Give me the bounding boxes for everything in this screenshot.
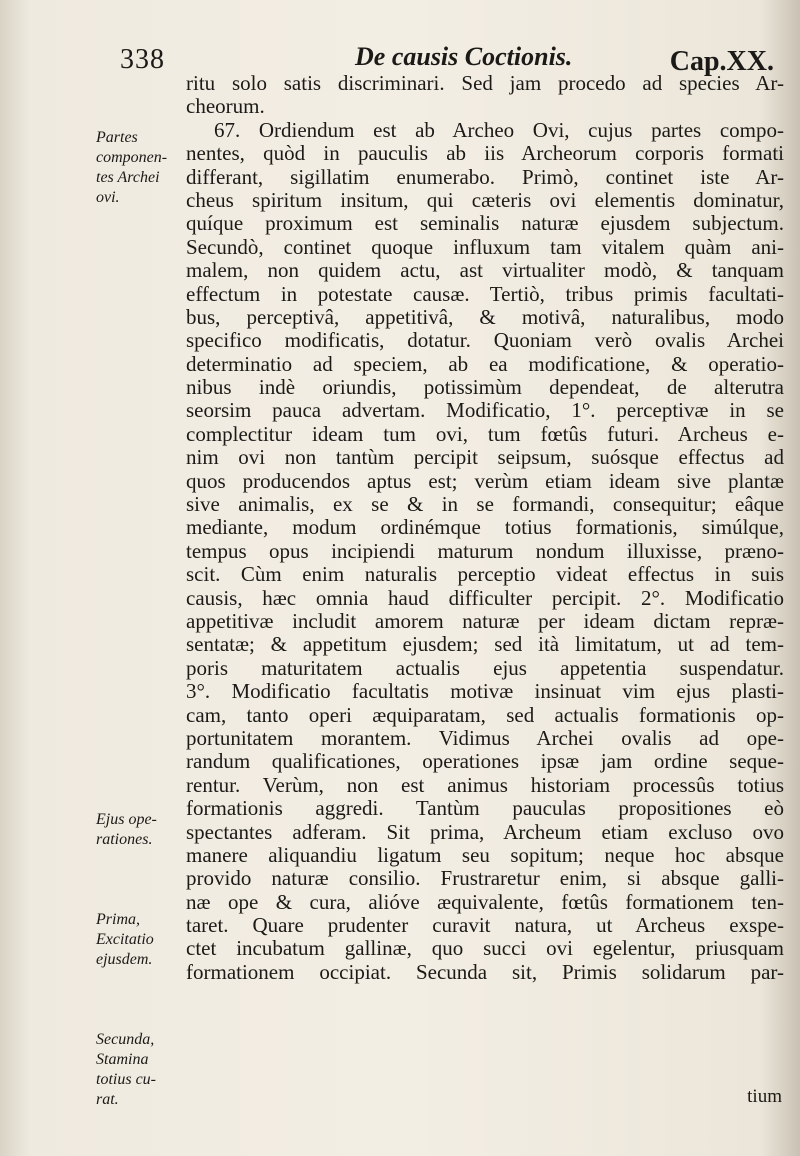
text-line: 3°. Modificatio facultatis motivæ insinuat vim ejus plasti- xyxy=(186,679,784,704)
text-line: scit. Cùm enim naturalis perceptio videat effectus in suis xyxy=(186,562,784,587)
text-line: portunitatem morantem. Vidimus Archei ovalis ad ope- xyxy=(186,725,784,750)
text-line: complectitur ideam tum ovi, tum fœtûs futuri. Archeus e- xyxy=(186,421,784,446)
text-line: sive animalis, ex se & in se formandi, consequitur; eâque xyxy=(186,492,784,517)
text-line: causis, hæc omnia haud difficulter percipit. 2°. Modificatio xyxy=(186,585,784,610)
text-line: seorsim pauca advertam. Modificatio, 1°. perceptivæ in se xyxy=(186,398,784,423)
text-line: differant, sigillatim enumerabo. Primò, continet iste Ar- xyxy=(186,164,784,189)
text-line: sentatæ; & appetitum ejusdem; sed ità limitatum, ut ad tem- xyxy=(186,632,784,657)
text-line: nentes, quòd in pauculis ab iis Archeorum corporis formati xyxy=(186,141,784,166)
text-line: randum qualificationes, operationes ipsæ jam ordine seque- xyxy=(186,749,784,774)
chapter-label: Cap.XX. xyxy=(669,46,774,77)
text-line: tempus opus incipiendi maturum nondum illuxisse, præno- xyxy=(186,538,784,563)
text-line: specifico modificatis, dotatur. Quoniam verò ovalis Archei xyxy=(186,328,784,353)
text-line: ritu solo satis discriminari. Sed jam procedo ad species Ar- xyxy=(186,71,784,95)
margin-note-line: rat. xyxy=(96,1091,119,1108)
text-line: provido naturæ consilio. Frustraretur enim, si absque galli- xyxy=(186,866,784,891)
margin-note-line: totius cu- xyxy=(96,1071,156,1088)
text-line: 67. Ordiendum est ab Archeo Ovi, cujus partes compo- xyxy=(214,117,784,142)
margin-note-line: Stamina xyxy=(96,1051,149,1068)
text-line: cheorum. xyxy=(186,94,265,119)
margin-note-prima xyxy=(96,910,184,970)
text-line: Secundò, continet quoque influxum tam vitalem quàm ani- xyxy=(186,234,784,259)
catchword: tium xyxy=(747,1086,782,1107)
margin-note-line: ejusdem. xyxy=(96,951,153,968)
text-line: cheus spiritum insitum, qui cæteris ovi elementis dominatur, xyxy=(186,187,784,212)
text-line: nibus indè oriundis, potissimùm dependeat, de alterutra xyxy=(186,375,784,400)
text-line: effectum in potestate causæ. Tertiò, tribus primis facultati- xyxy=(186,281,784,306)
text-line: cam, tanto operi æquiparatam, sed actualis formationis op- xyxy=(186,702,784,727)
text-line: næ ope & cura, alióve æquivalente, fœtûs formationem ten- xyxy=(186,889,784,914)
margin-note-line: Prima, xyxy=(96,911,140,928)
page-number: 338 xyxy=(120,44,165,75)
margin-note-partes xyxy=(96,128,184,208)
margin-note-secunda xyxy=(96,1030,184,1110)
text-line: taret. Quare prudenter curavit natura, ut Archeus exspe- xyxy=(186,913,784,938)
margin-note-line: Partes xyxy=(96,129,138,146)
text-line: quos producendos aptus est; verùm etiam ideam sive plantæ xyxy=(186,468,784,493)
running-head: De causis Coctionis. xyxy=(355,42,573,71)
text-line: quíque proximum est seminalis naturæ ejusdem subjectum. xyxy=(186,211,784,236)
text-line: mediante, modum ordinémque totius formationis, simúlque, xyxy=(186,515,784,540)
margin-note-line: ovi. xyxy=(96,189,120,206)
text-line: ctet incubatum gallinæ, quo succi ovi egelentur, priusquam xyxy=(186,936,784,961)
text-line: manere aliquandiu ligatum seu sopitum; neque hoc absque xyxy=(186,842,784,867)
text-line: malem, non quidem actu, ast virtualiter modò, & tanquam xyxy=(186,258,784,283)
margin-note-line: Excitatio xyxy=(96,931,154,948)
margin-note-operationes xyxy=(96,810,184,850)
text-line: bus, perceptivâ, appetitivâ, & motivâ, naturalibus, modo xyxy=(186,304,784,329)
text-line: nim ovi non tantùm percipit seipsum, suósque effectus ad xyxy=(186,445,784,470)
text-line: poris maturitatem actualis ejus appetentia suspendatur. xyxy=(186,655,784,680)
margin-note-line: Secunda, xyxy=(96,1031,155,1048)
margin-note-line: Ejus ope- xyxy=(96,811,157,828)
margin-note-line: tes Archei xyxy=(96,169,160,186)
text-line: spectantes adferam. Sit prima, Archeum etiam excluso ovo xyxy=(186,819,784,844)
margin-note-line: componen- xyxy=(96,149,168,166)
text-line: appetitivæ includit amorem naturæ per ideam dictam repræ- xyxy=(186,608,784,633)
text-line: formationis aggredi. Tantùm pauculas propositiones eò xyxy=(186,796,784,821)
text-line: formationem occipiat. Secunda sit, Primis solidarum par- xyxy=(186,959,784,984)
text-line: determinatio ad speciem, ab ea modificatione, & operatio- xyxy=(186,351,784,376)
body-text xyxy=(186,72,784,984)
text-line: rentur. Verùm, non est animus historiam processûs totius xyxy=(186,772,784,797)
margin-note-line: rationes. xyxy=(96,831,153,848)
